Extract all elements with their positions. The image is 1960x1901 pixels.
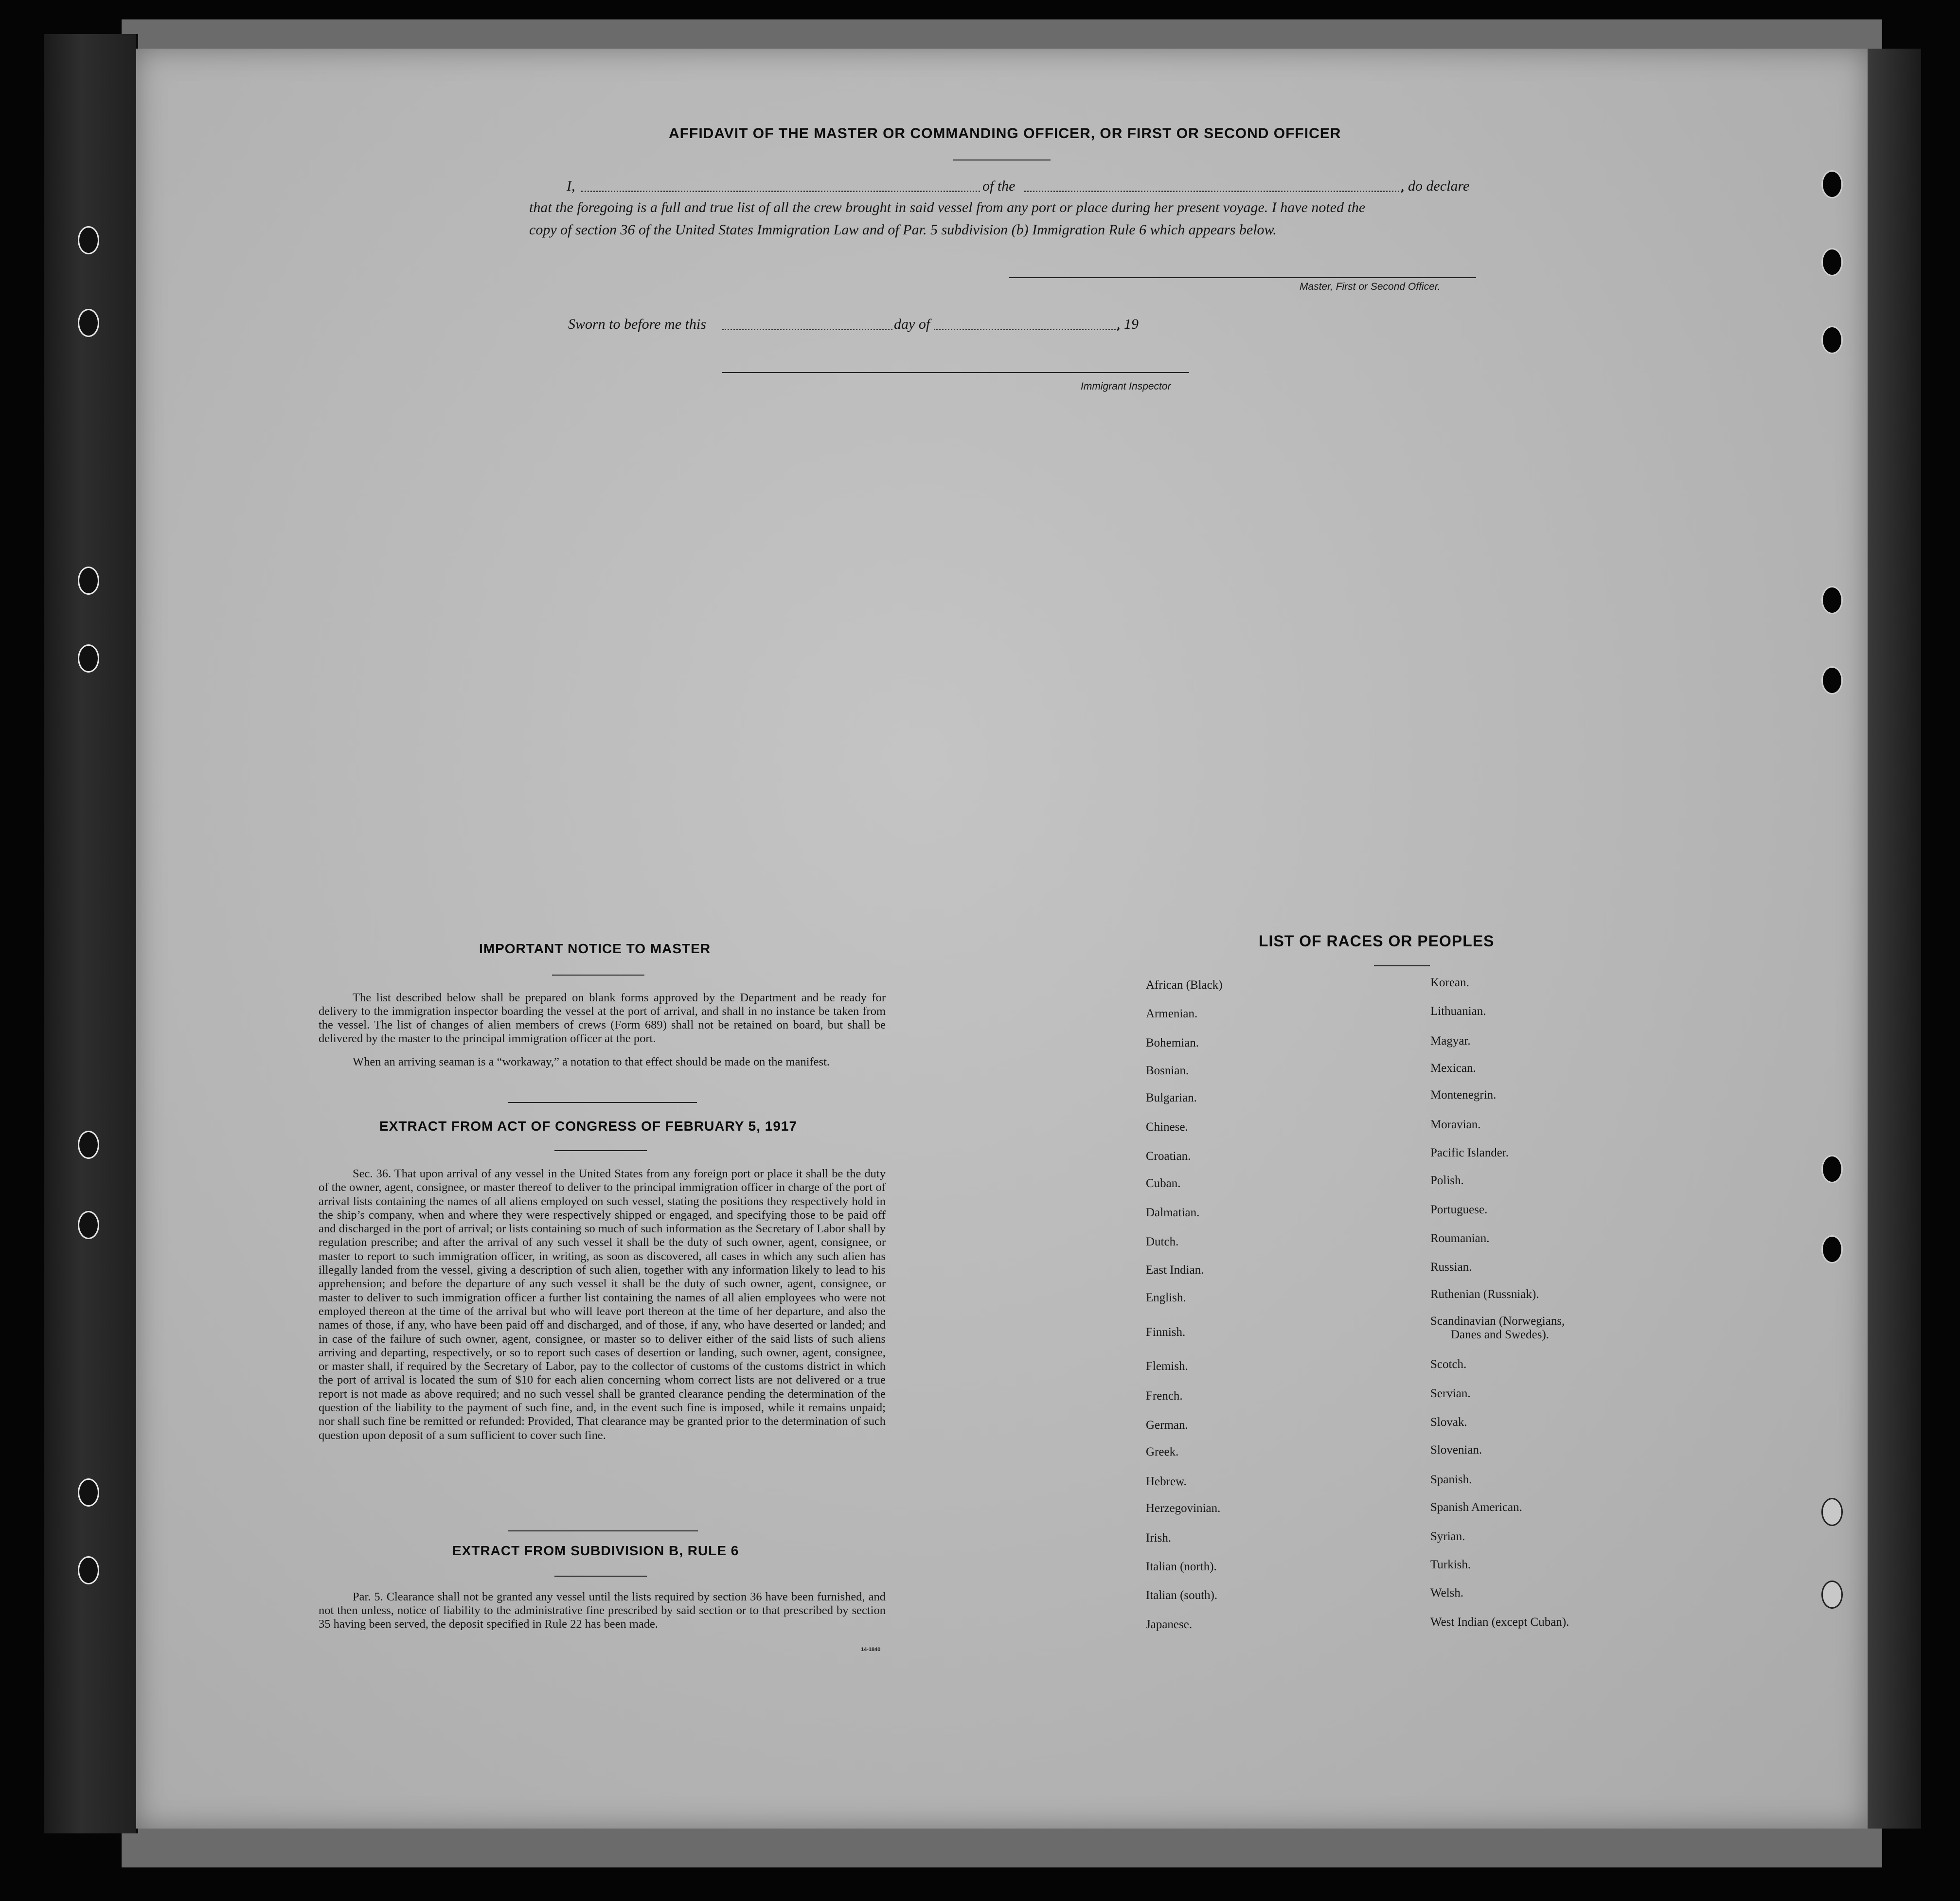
affidavit-title: AFFIDAVIT OF THE MASTER OR COMMANDING OFFICER, OR FIRST OR SECOND OFFICER <box>669 125 1341 142</box>
binder-hole-icon <box>78 1556 99 1584</box>
race-item: Lithuanian. <box>1430 1005 1486 1018</box>
race-item: Scotch. <box>1430 1358 1467 1371</box>
race-item: Syrian. <box>1430 1530 1465 1543</box>
race-item: Korean. <box>1430 976 1469 989</box>
affidavit-declare: , do declare <box>1401 178 1470 194</box>
races-underline <box>1374 965 1430 966</box>
race-item: Japanese. <box>1146 1618 1193 1631</box>
section-divider <box>508 1530 698 1531</box>
day-blank[interactable] <box>722 329 892 330</box>
race-item: Polish. <box>1430 1174 1464 1187</box>
race-item: Servian. <box>1430 1387 1471 1400</box>
binder-hole-icon <box>78 644 99 673</box>
race-item: Cuban. <box>1146 1177 1181 1190</box>
binder-hole-icon <box>78 567 99 595</box>
sworn-prefix: Sworn to before me this <box>568 316 706 332</box>
race-item: West Indian (except Cuban). <box>1430 1616 1569 1629</box>
race-item: French. <box>1146 1389 1183 1403</box>
vessel-blank[interactable] <box>1024 191 1403 192</box>
binder-hole-icon <box>78 1131 99 1159</box>
race-item: Portuguese. <box>1430 1203 1488 1216</box>
race-item: Roumanian. <box>1430 1232 1490 1245</box>
notice-underline <box>552 975 644 976</box>
binder-hole-icon <box>1821 326 1843 354</box>
day-of: day of <box>894 316 930 332</box>
form-page <box>136 49 1868 1829</box>
race-item: Magyar. <box>1430 1034 1471 1048</box>
affidavit-i: I, <box>567 178 575 194</box>
race-item: Slovenian. <box>1430 1443 1482 1457</box>
binder-hole-icon <box>1821 586 1843 614</box>
binder-hole-icon <box>1821 1235 1843 1263</box>
signature-line[interactable] <box>1009 277 1476 278</box>
rule-6-text: Par. 5. Clearance shall not be granted any vessel until the lists required by section 36 have been furnished, and not then unless, notice of liability to the administrative fine prescribed by said section or to that prescribed by section 35 having been served, the deposit specified in Rule 22 has been made. <box>319 1590 886 1631</box>
race-item: Italian (south). <box>1146 1589 1218 1602</box>
race-item: Montenegrin. <box>1430 1088 1497 1102</box>
race-item: Welsh. <box>1430 1586 1464 1599</box>
notice-paragraph-2: When an arriving seaman is a “workaway,” a notation to that effect should be made on the manifest. <box>353 1055 830 1068</box>
binder-hole-icon <box>78 226 99 254</box>
binder-hole-icon <box>1821 1498 1843 1526</box>
binder-hole-icon <box>78 1478 99 1507</box>
race-item: Spanish American. <box>1430 1501 1522 1514</box>
month-blank[interactable] <box>934 329 1119 330</box>
race-item: German. <box>1146 1419 1188 1432</box>
binder-hole-icon <box>1821 170 1843 198</box>
binder-hole-icon <box>1821 1581 1843 1609</box>
form-number: 14-1840 <box>861 1647 881 1652</box>
binder-hole-icon <box>78 1211 99 1239</box>
race-item: Greek. <box>1146 1445 1179 1458</box>
binder-hole-icon <box>78 309 99 337</box>
race-item: African (Black) <box>1146 978 1223 992</box>
notice-paragraph-1: The list described below shall be prepared on blank forms approved by the Department and be ready for delivery to the immigration inspector boarding the vessel at the port of arrival, and shall in no instance be taken from the vessel. The list of changes of alien members of crews (Form 689) shall not be retained on board, but shall be delivered by the master to the principal immigration officer at the port. <box>319 991 886 1045</box>
race-item: Bohemian. <box>1146 1036 1199 1049</box>
race-item: Flemish. <box>1146 1360 1188 1373</box>
inspector-label: Immigrant Inspector <box>1081 381 1171 392</box>
extract-act-underline <box>554 1150 647 1151</box>
affidavit-line3: copy of section 36 of the United States Immigration Law and of Par. 5 subdivision (b) Immigration Rule 6 which appears below. <box>529 222 1277 238</box>
binder-hole-icon <box>1821 666 1843 694</box>
race-item: Slovak. <box>1430 1416 1467 1429</box>
race-item: Spanish. <box>1430 1473 1472 1486</box>
race-item: Danes and Swedes). <box>1451 1328 1550 1341</box>
extract-rule-title: EXTRACT FROM SUBDIVISION B, RULE 6 <box>452 1543 739 1558</box>
notice-title: IMPORTANT NOTICE TO MASTER <box>479 941 711 956</box>
race-item: Pacific Islander. <box>1430 1146 1509 1159</box>
section-divider <box>508 1102 697 1103</box>
race-item: Herzegovinian. <box>1146 1502 1221 1515</box>
race-item: Dutch. <box>1146 1235 1179 1248</box>
race-item: Chinese. <box>1146 1120 1188 1134</box>
race-item: Finnish. <box>1146 1326 1186 1339</box>
page-right-edge <box>1868 49 1921 1829</box>
binder-hole-icon <box>1821 248 1843 276</box>
race-item: Ruthenian (Russniak). <box>1430 1288 1539 1301</box>
year-prefix: , 19 <box>1117 316 1139 332</box>
race-item: East Indian. <box>1146 1263 1204 1277</box>
binder-hole-icon <box>1821 1155 1843 1183</box>
race-item: Scandinavian (Norwegians, <box>1430 1315 1565 1328</box>
section-36-text: Sec. 36. That upon arrival of any vessel in the United States from any foreign port or place it shall be the duty of the owner, agent, consignee, or master thereof to deliver to the principal immigration officer in charge of the port of arrival lists containing the names of all aliens employed on such vessel, stating the positions they respectively hold in the ship’s company, when and where they were respectively shipped or engaged, and specifying those to be paid off and discharged in the port of arrival; or lists containing so much of such information as the Secretary of Labor shall by regulation prescribe; and after the arrival of any such vessel it shall be the duty of such owner, agent, consignee, or master to report to such immigration officer, in writing, as soon as discovered, all cases in which any such alien has illegally landed from the vessel, giving a description of such alien, together with any information likely to lead to his apprehension; and before the departure of any such vessel it shall be the duty of such owner, agent, consignee, or master to deliver to such immigration officer a further list containing the names of all alien employees who were not employed thereon at the time of the arrival but who will leave port thereon at the time of her departure, and also the names of those, if any, who have been paid off and discharged, and of those, if any, who have deserted or landed; and in case of the failure of such owner, agent, consignee, or master so to deliver either of the said lists of such aliens arriving and departing, respectively, or so to report such cases of desertion or landing, such owner, agent, consignee, or master shall, if required by the Secretary of Labor, pay to the collector of customs of the customs district in which the port of arrival is located the sum of $10 for each alien concerning whom correct lists are not delivered or a true report is not made as above required; and no such vessel shall be granted clearance pending the determination of the question of the liability to the payment of such fine, and, in the event such fine is imposed, while it remains unpaid; nor shall such fine be remitted or refunded: Provided, That clearance may be granted prior to the determination of such question upon deposit of a sum sufficient to cover such fine. <box>319 1167 886 1442</box>
race-item: Russian. <box>1430 1261 1472 1274</box>
race-item: Bulgarian. <box>1146 1091 1197 1104</box>
extract-rule-underline <box>554 1576 647 1577</box>
races-title: LIST OF RACES OR PEOPLES <box>1259 932 1495 950</box>
inspector-signature-line[interactable] <box>722 372 1189 373</box>
affidavit-of-the: of the <box>982 178 1016 194</box>
signature-label: Master, First or Second Officer. <box>1300 281 1441 292</box>
affidavit-line2: that the foregoing is a full and true list of all the crew brought in said vessel from any port or place during her present voyage. I have noted the <box>529 199 1366 215</box>
race-item: Irish. <box>1146 1531 1172 1545</box>
extract-act-title: EXTRACT FROM ACT OF CONGRESS OF FEBRUARY 5, 1917 <box>379 1119 798 1134</box>
race-item: Hebrew. <box>1146 1475 1187 1488</box>
name-blank[interactable] <box>581 191 980 192</box>
race-item: Bosnian. <box>1146 1064 1189 1077</box>
race-item: Dalmatian. <box>1146 1206 1200 1219</box>
race-item: Moravian. <box>1430 1118 1481 1131</box>
race-item: Mexican. <box>1430 1062 1476 1075</box>
race-item: Armenian. <box>1146 1007 1198 1020</box>
race-item: English. <box>1146 1291 1186 1304</box>
race-item: Croatian. <box>1146 1150 1191 1163</box>
race-item: Turkish. <box>1430 1558 1471 1571</box>
race-item: Italian (north). <box>1146 1560 1217 1573</box>
